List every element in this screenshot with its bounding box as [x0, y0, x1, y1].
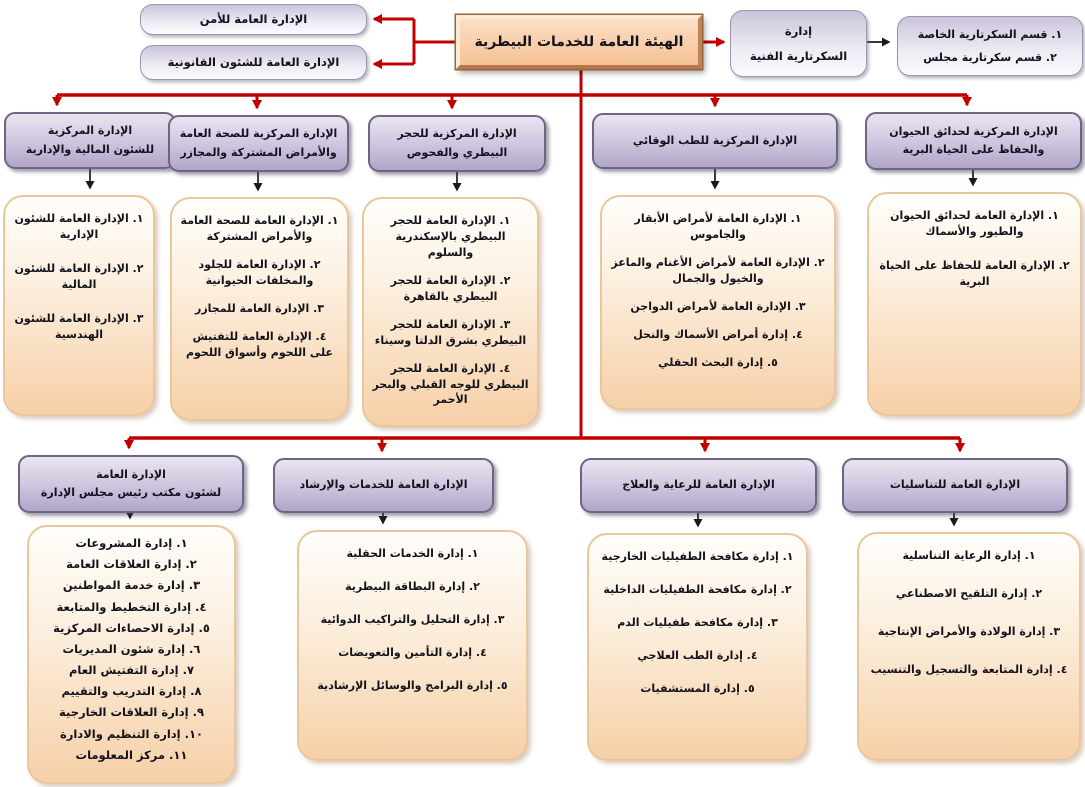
- central-admin-zoos-wildlife-header: [865, 112, 1082, 170]
- list-item: ١. الإدارة العامة للصحة العامة والأمراض المشتركة: [180, 214, 339, 243]
- list-item: ٣. الإدارة العامة للشئون الهندسية: [14, 311, 144, 341]
- header-line: الإدارة العامة: [96, 467, 166, 481]
- list-item: ١. قسم السكرتارية الخاصة: [917, 27, 1063, 41]
- root-title: الهيئة العامة للخدمات البيطرية: [474, 34, 684, 50]
- list-item: ٩. إدارة العلاقات الخارجية: [59, 705, 204, 720]
- list-item: ٧. إدارة التفتيش العام: [69, 663, 194, 678]
- central-admin-preventive-medicine-header: [592, 113, 838, 169]
- general-admin-care-treatment-header: [580, 458, 817, 513]
- header-line: لشئون مكتب رئيس مجلس الإدارة: [40, 486, 222, 499]
- header-line: الإدارة العامة للرعاية والعلاج: [622, 478, 775, 492]
- header-line: الإدارة المركزية للصحة العامة: [179, 127, 338, 141]
- general-admin-chairman-office-list: [27, 525, 236, 784]
- header-line: الإدارة المركزية لحدائق الحيوان: [889, 124, 1058, 138]
- central-admin-zoos-wildlife-list: [867, 192, 1082, 416]
- header-line: والأمراض المشتركة والمجازر: [180, 145, 337, 159]
- secretariat-title-line: السكرتارية الفنية: [749, 48, 848, 63]
- list-item: ١. الإدارة العامة لحدائق الحيوان والطيور والأسماك: [890, 209, 1059, 238]
- legal-admin-box: [140, 45, 367, 80]
- general-admin-care-treatment-list: [587, 533, 808, 761]
- list-item: ٤. الإدارة العامة للحجر البيطري للوجه القبلي والبحر الأحمر: [372, 361, 529, 407]
- list-item: ٣. الإدارة العامة للحجر البيطري بشرق الدلتا وسيناء: [374, 317, 527, 347]
- list-item: ٤. إدارة التأمين والتعويضات: [338, 645, 487, 659]
- list-item: ١. الإدارة العامة لأمراض الأبقار والجاموس: [634, 212, 802, 241]
- list-item: ١. إدارة المشروعات: [75, 536, 188, 550]
- list-item: ١١. مركز المعلومات: [75, 747, 188, 762]
- list-item: ٤. إدارة التخطيط والمتابعة: [56, 599, 207, 614]
- list-item: ٤. إدارة الطب العلاجي: [637, 648, 758, 662]
- list-item: ٥. إدارة البحث الحقلي: [658, 355, 778, 369]
- list-item: ٦. إدارة شئون المديريات: [62, 641, 201, 656]
- list-item: ١. إدارة الرعاية التناسلية: [902, 549, 1036, 562]
- central-admin-preventive-medicine-list: [600, 195, 836, 410]
- root-box: [456, 15, 702, 69]
- list-item: ٣. إدارة مكافحة طفيليات الدم: [617, 615, 778, 629]
- list-item: ٤. الإدارة العامة للتفتيش على اللحوم وأسواق اللحوم: [185, 329, 334, 359]
- header-line: البيطري والفحوص: [406, 145, 508, 159]
- central-admin-quarantine-header: [368, 115, 546, 172]
- list-item: ٣. إدارة خدمة المواطنين: [62, 578, 201, 593]
- central-admin-finance-list: [3, 195, 155, 416]
- header-line: الإدارة المركزية للطب الوقائي: [632, 133, 798, 147]
- header-line: الإدارة العامة للتناسليات: [889, 478, 1021, 492]
- list-item: ٢. إدارة التلقيح الاصطناعي: [895, 586, 1043, 600]
- general-admin-services-extension-header: [273, 458, 494, 513]
- secretariat-title-line: إدارة: [784, 23, 813, 38]
- general-admin-services-extension-list: [297, 530, 528, 761]
- list-item: ٢. إدارة مكافحة الطفيليات الداخلية: [603, 582, 792, 596]
- header-line: للشئون المالية والإدارية: [25, 142, 155, 156]
- header-line: الإدارة المركزية: [47, 124, 133, 138]
- list-item: ٢. إدارة البطاقة البيطرية: [345, 579, 480, 593]
- list-item: ١. الإدارة العامة للشئون الإدارية: [14, 212, 144, 241]
- general-admin-chairman-office-header: [18, 455, 244, 513]
- list-item: ١. إدارة الخدمات الحقلية: [346, 547, 479, 560]
- list-item: ٣. الإدارة العامة للمجازر: [194, 301, 325, 315]
- list-item: ٢. إدارة العلاقات العامة: [66, 557, 197, 572]
- list-item: ٨. إدارة التدريب والتقييم: [61, 684, 202, 699]
- list-item: ٢. الإدارة العامة لأمراض الأغنام والماعز والخيول والجمال: [611, 255, 825, 285]
- list-item: ٥. إدارة المستشفيات: [640, 681, 755, 695]
- header-line: الإدارة العامة للخدمات والإرشاد: [299, 478, 468, 492]
- list-item: ٣. الإدارة العامة لأمراض الدواجن: [630, 299, 806, 313]
- list-item: ٢. الإدارة العامة للحفاظ على الحياة البرية: [879, 258, 1070, 288]
- secretariat-sections-list: [897, 16, 1083, 76]
- central-admin-public-health-list: [170, 197, 349, 421]
- list-item: ٣. إدارة الولادة والأمراض الإنتاجية: [877, 624, 1061, 638]
- list-item: ٢. الإدارة العامة للحجر البيطري بالقاهرة: [390, 273, 511, 303]
- header-line: الإدارة المركزية للحجر: [397, 127, 517, 141]
- list-item: ٢. قسم سكرتارية مجلس: [923, 51, 1057, 64]
- central-admin-finance-header: [4, 112, 176, 169]
- general-admin-reproduction-list: [857, 532, 1081, 761]
- list-item: ١. إدارة مكافحة الطفيليات الخارجية: [601, 550, 794, 563]
- list-item: ٢. الإدارة العامة للجلود والمخلفات الحيوانية: [198, 257, 321, 287]
- central-admin-public-health-header: [168, 115, 349, 172]
- list-item: ٥. إدارة الاحصاءات المركزية: [53, 620, 210, 635]
- list-item: ٢. الإدارة العامة للشئون المالية: [14, 261, 144, 291]
- list-item: ١. الإدارة العامة للحجر البيطري بالإسكندرية والسلوم: [390, 214, 511, 259]
- general-admin-reproduction-header: [842, 458, 1068, 513]
- list-item: ٤. إدارة أمراض الأسماك والنحل: [633, 327, 803, 341]
- central-admin-quarantine-list: [362, 197, 539, 427]
- list-item: ٥. إدارة البرامج والوسائل الإرشادية: [317, 678, 508, 692]
- technical-secretariat-box: [730, 10, 867, 77]
- list-item: ١٠. إدارة التنظيم والادارة: [59, 726, 204, 741]
- list-item: ٤. إدارة المتابعة والتسجيل والتنسيب: [870, 662, 1068, 676]
- security-admin-box: [140, 4, 367, 35]
- header-line: والحفاظ على الحياة البرية: [902, 143, 1045, 156]
- legal-admin-label: الإدارة العامة للشئون القانونية: [167, 55, 340, 70]
- security-admin-label: الإدارة العامة للأمن: [199, 12, 308, 27]
- list-item: ٣. إدارة التحليل والتراكيب الدوائية: [320, 612, 505, 626]
